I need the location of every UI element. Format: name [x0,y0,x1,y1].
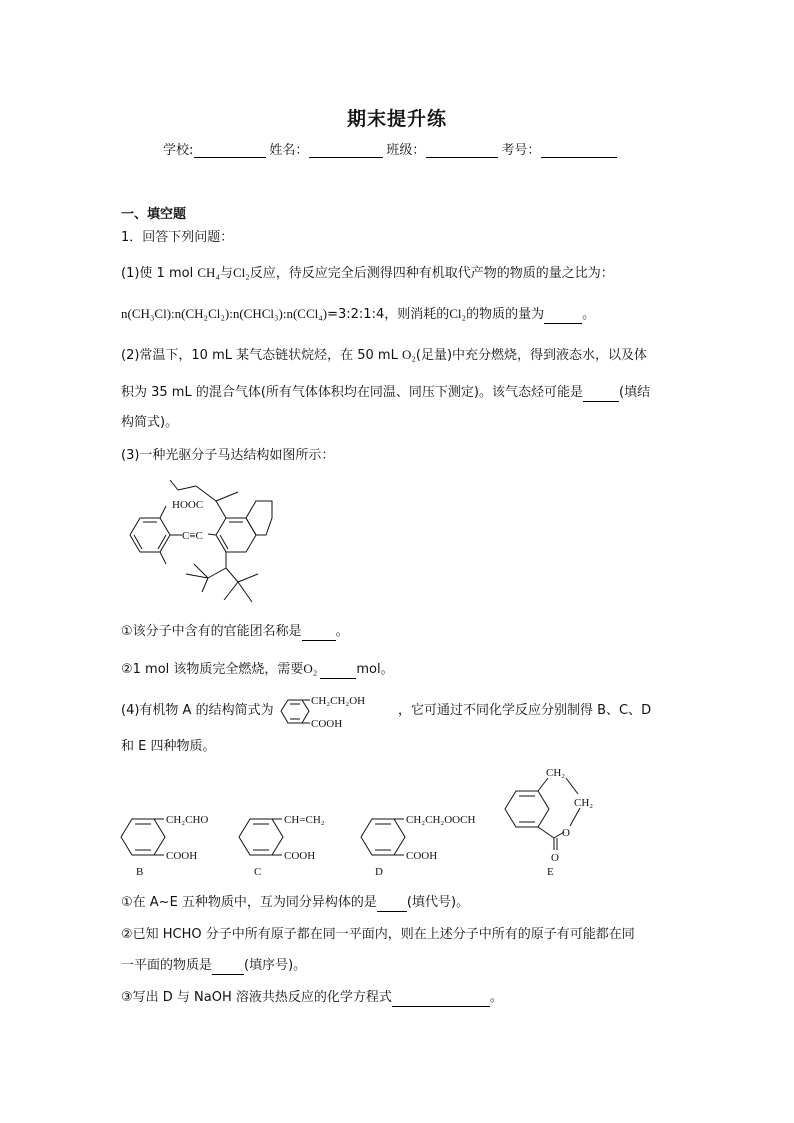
structure-e-ch2-top: CH₂ [546,767,566,779]
part3-intro: (3)一种光驱分子马达结构如图所示： [121,448,335,463]
answer-blank-5[interactable] [377,897,407,912]
part3-q1-text: ①该分子中含有的官能团名称是 [121,624,302,639]
structure-e-ring-o: O [562,827,570,839]
structure-b-bottom: COOH [166,850,198,862]
part4-q2-tail: (填序号)。 [244,958,307,973]
structure-e-carbonyl-o: O [551,852,559,864]
question-stem: 1．回答下列问题： [121,230,234,245]
part3-q2-text: ②1 mol 该物质完全燃烧，需要 [121,662,304,677]
part4-q3 [121,989,503,1007]
label-b: B [136,866,144,878]
class-field[interactable] [426,143,498,158]
part4-q2-line1: ②已知 HCHO 分子中所有原子都在同一平面内，则在上述分子中所有的原子有可能都在同 [121,927,635,942]
structure-b-top: CH₂CHO [166,814,209,826]
name-label: 姓名： [269,143,309,158]
part1-line2 [121,305,595,324]
formula-o2-2: O₂ [303,661,318,676]
answer-blank-3[interactable] [302,626,336,641]
answer-blank-7[interactable] [392,992,490,1007]
part3-q2-unit: mol。 [356,662,394,677]
section-heading: 一、填空题 [121,207,187,222]
part1-text-a: (1)使 1 mol [121,266,194,281]
part4-q1-tail: (填代号)。 [406,895,470,910]
ratio-text: =3:2:1:4，则消耗的 [327,307,450,322]
answer-blank-4[interactable] [320,664,356,679]
structure-a-top: CH₂CH₂OH [311,695,366,707]
part1-end-text: 的物质的量为 [466,307,545,322]
part4-q1 [121,894,469,912]
part1-text-b: 与 [219,266,233,281]
part4-line1-a: (4)有机物 A 的结构简式为 [121,703,274,718]
label-d: D [375,866,383,878]
structure-e-ch2-right: CH₂ [574,797,594,809]
label-e: E [547,866,554,878]
part1-line1 [121,264,614,283]
part2-text-c: 积为 35 mL 的混合气体(所有气体体积均在同温、同压下测定)。该气态烃可能是 [121,385,583,400]
part2-line2 [121,384,650,402]
structures-bcde [118,764,628,880]
answer-blank-2[interactable] [583,387,619,402]
part2-line3: 构简式)。 [121,415,179,430]
structure-a [278,692,398,730]
part2-text-d: (填结 [619,385,651,400]
part1-text-c: 反应，待反应完全后测得四种有机取代产物的物质的量之比为： [249,266,614,281]
molecular-motor-structure [118,470,288,610]
ratio-expression: n(CH₃Cl):n(CH₂Cl₂):n(CHCl₃):n(CCl₄) [121,306,328,321]
part4-line1-b: ，它可通过不同化学反应分别制得 B、C、D [398,703,652,718]
school-field[interactable] [194,143,266,158]
part4-q2-line2 [121,957,306,975]
part2-line1 [121,346,647,365]
part3-q1-tail: 。 [335,624,349,639]
label-c: C [254,866,262,878]
class-label: 班级： [386,143,426,158]
motor-alkyne-label: C≡C [182,530,203,542]
structure-c-top: CH=CH₂ [284,814,325,826]
id-field[interactable] [541,143,617,158]
structure-c-bottom: COOH [284,850,316,862]
name-field[interactable] [309,143,383,158]
structure-d-top: CH₂CH₂OOCH [406,814,476,826]
formula-ch4: CH₄ [197,265,220,280]
part1-tail: 。 [582,307,596,322]
part4-q2-text: 一平面的物质是 [121,958,213,973]
school-label: 学校: [163,143,194,158]
answer-blank-6[interactable] [212,960,244,975]
structure-a-bottom: COOH [311,718,343,730]
part2-text-a: (2)常温下，10 mL 某气态链状烷烃，在 50 mL [121,348,398,363]
formula-cl2-2: Cl₂ [449,306,467,321]
part4-q1-text: ①在 A~E 五种物质中，互为同分异构体的是 [121,895,377,910]
structure-d-bottom: COOH [406,850,438,862]
part4-q3-text: ③写出 D 与 NaOH 溶液共热反应的化学方程式 [121,990,392,1005]
student-info-line [163,139,620,158]
part2-text-b: (足量)中充分燃烧，得到液态水，以及体 [415,348,648,363]
formula-cl2: Cl₂ [232,265,250,280]
part4-line2: 和 E 四种物质。 [121,739,216,754]
part3-q2 [121,660,394,679]
part4-q3-tail: 。 [489,990,503,1005]
page-title: 期末提升练 [346,108,447,130]
answer-blank-1[interactable] [544,309,582,324]
formula-o2: O₂ [401,347,416,362]
id-label: 考号： [501,143,541,158]
motor-hooc-label: HOOC [172,499,204,511]
part3-q1 [121,623,349,641]
